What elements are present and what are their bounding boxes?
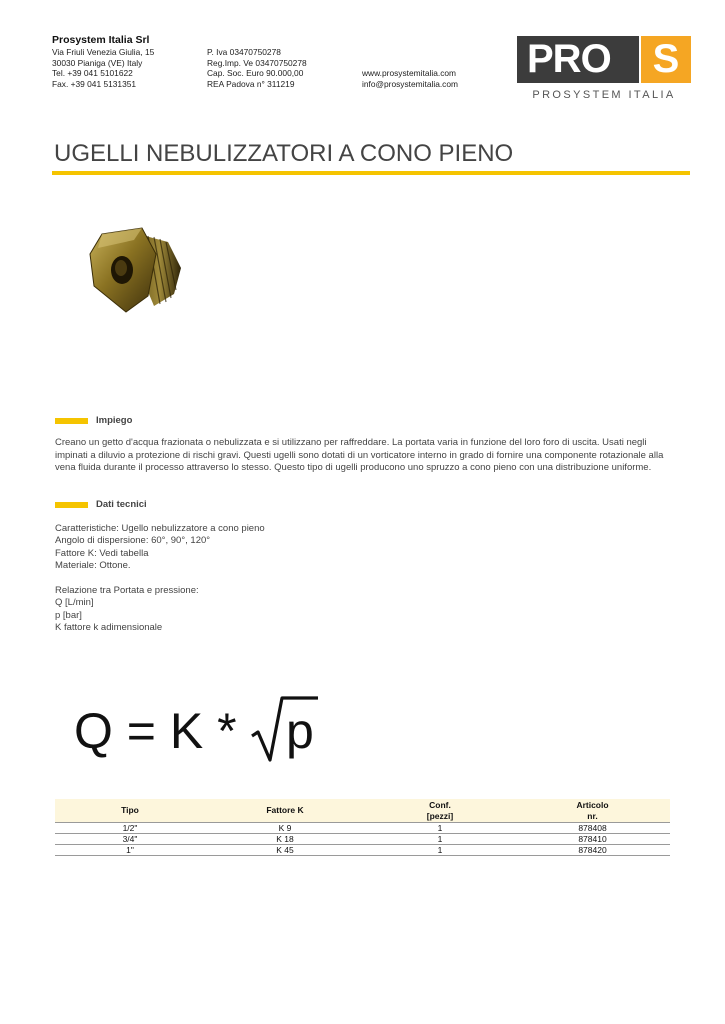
title-underline xyxy=(52,171,690,175)
logo-pro-text: PRO xyxy=(527,37,611,81)
spec-line: Materiale: Ottone. xyxy=(55,560,131,572)
company-name: Prosystem Italia Srl xyxy=(52,34,150,46)
vat-line: P. Iva 03470750278 xyxy=(207,47,281,57)
relazione-line: Q [L/min] xyxy=(55,597,94,609)
capital-line: Cap. Soc. Euro 90.000,00 xyxy=(207,68,304,79)
rea-line: REA Padova n° 311219 xyxy=(207,78,295,89)
formula-lhs: Q = K * xyxy=(74,703,251,759)
contact-info xyxy=(362,68,458,89)
company-info xyxy=(52,34,154,89)
cell-articolo: 878410 xyxy=(515,834,670,845)
section-dati-tecnici-title: Dati tecnici xyxy=(96,499,147,510)
logo-s-text: S xyxy=(652,37,680,81)
cell-tipo: 1" xyxy=(55,845,205,856)
relazione-line: K fattore k adimensionale xyxy=(55,622,163,634)
product-image xyxy=(86,224,192,314)
relazione-line: Relazione tra Portata e pressione: xyxy=(55,585,199,596)
table-row xyxy=(55,845,670,856)
spec-line: Angolo di dispersione: 60°, 90°, 120° xyxy=(55,535,211,547)
column-header-articolo: Articolo nr. xyxy=(515,799,670,823)
fiscal-info xyxy=(207,47,307,89)
spec-line: Caratteristiche: Ugello nebulizzatore a cono pieno xyxy=(55,523,265,534)
email-link[interactable]: info@prosystemitalia.com xyxy=(362,78,459,89)
cell-tipo: 1/2" xyxy=(55,823,205,834)
fax-line: Fax. +39 041 5131351 xyxy=(52,78,137,89)
table-row xyxy=(55,823,670,834)
company-logo xyxy=(517,36,691,101)
logo-grey-block xyxy=(517,36,639,83)
flow-formula xyxy=(70,688,340,768)
page-title: UGELLI NEBULIZZATORI A CONO PIENO xyxy=(54,140,514,167)
city-line: 30030 Pianiga (VE) Italy xyxy=(52,57,143,68)
section-marker xyxy=(55,418,88,424)
column-header-fattore-k: Fattore K xyxy=(205,799,365,823)
table-row xyxy=(55,834,670,845)
cell-conf: 1 xyxy=(365,823,515,834)
cell-conf: 1 xyxy=(365,834,515,845)
cell-articolo: 878420 xyxy=(515,845,670,856)
website-link[interactable]: www.prosystemitalia.com xyxy=(362,68,457,78)
relazione-line: p [bar] xyxy=(55,609,82,621)
section-marker xyxy=(55,502,88,508)
column-header-tipo: Tipo xyxy=(55,799,205,823)
cell-fattore-k: K 9 xyxy=(205,823,365,834)
cell-conf: 1 xyxy=(365,845,515,856)
cell-fattore-k: K 45 xyxy=(205,845,365,856)
logo-tagline: PROSYSTEM ITALIA xyxy=(532,89,676,101)
formula-radicand: p xyxy=(286,703,314,759)
address-line: Via Friuli Venezia Giulia, 15 xyxy=(52,47,155,57)
cell-tipo: 3/4" xyxy=(55,834,205,845)
spec-line: Fattore K: Vedi tabella xyxy=(55,547,149,559)
tech-specs xyxy=(55,523,265,573)
section-impiego-title: Impiego xyxy=(96,415,133,426)
logo-orange-block xyxy=(641,36,691,83)
relazione-block xyxy=(55,585,199,635)
cell-articolo: 878408 xyxy=(515,823,670,834)
phone-line: Tel. +39 041 5101622 xyxy=(52,68,133,79)
impiego-text: Creano un getto d'acqua frazionata o nebulizzata e si utilizzano per raffreddare. La portata varia in funzione del loro foro di uscita. Usati negli impinati a diluvio a protezione di rischi gravi. Questi ugelli sono dotati di un vorticatore interno in grado di fornire una componente rotazionale alla vena fluida durante il processo attraverso lo stesso. Questo tipo di ugelli producono uno spruzzo a cono pieno con una distribuzione uniforme. xyxy=(55,437,664,473)
registry-line: Reg.Imp. Ve 03470750278 xyxy=(207,57,307,68)
cell-fattore-k: K 18 xyxy=(205,834,365,845)
product-table xyxy=(55,799,670,856)
column-header-conf: Conf. [pezzi] xyxy=(365,799,515,823)
